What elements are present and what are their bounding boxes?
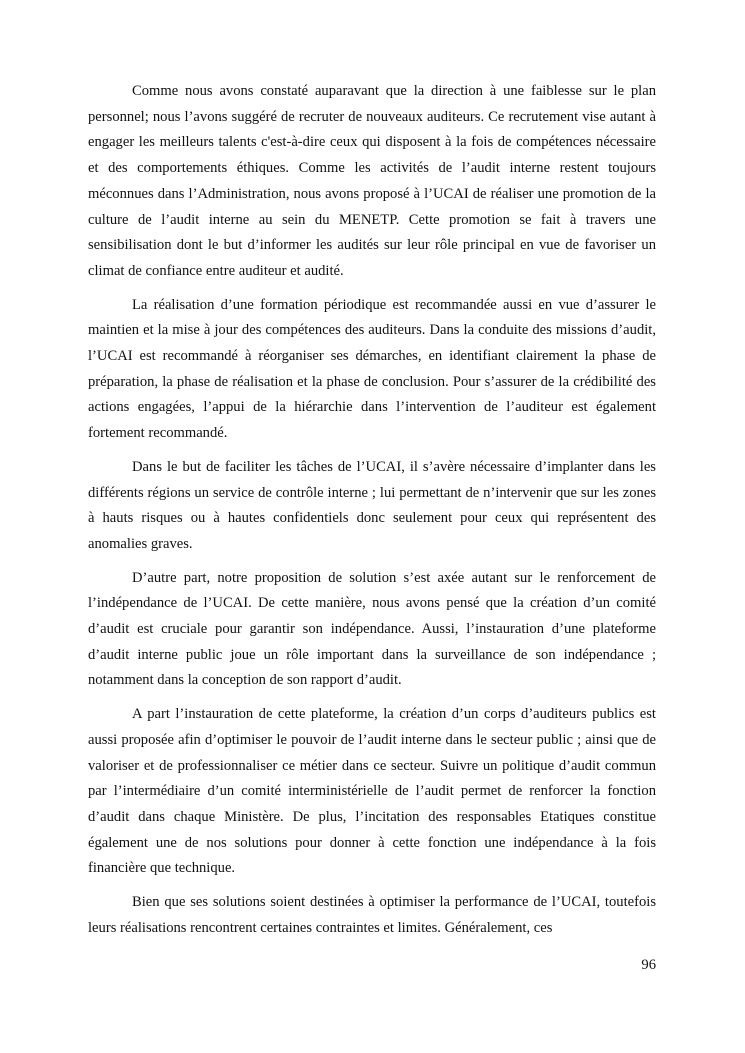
paragraph-constraints: Bien que ses solutions soient destinées à optimiser la performance de l’UCAI, toutefois leurs réalisations rencontrent certaines contraintes et limites. Généralement, ces: [88, 894, 656, 936]
page-number: 96: [641, 957, 656, 973]
paragraph-public-auditors: A part l’instauration de cette plateforme, la création d’un corps d’auditeurs publics est aussi proposée afin d’optimiser le pouvoir de l’audit interne dans le secteur public ; ainsi que de valoriser et de professionnaliser ce métier dans ce secteur. Suivre un politique d’audit commun par l’intermédiaire d’un comité interministérielle de l’audit permet de renforcer la fonction d’audit dans chaque Ministère. De plus, l’incitation des responsables Etatiques constitue également une de nos solutions pour donner à cette fonction une indépendance à la fois financière que technique.: [88, 706, 656, 877]
document-body: [88, 79, 656, 950]
paragraph-independence: D’autre part, notre proposition de solution s’est axée autant sur le renforcement de l’indépendance de l’UCAI. De cette manière, nous avons pensé que la création d’un comité d’audit est cruciale pour garantir son indépendance. Aussi, l’instauration d’une plateforme d’audit interne public joue un rôle important dans la surveillance de son indépendance ; notamment dans la conception de son rapport d’audit.: [88, 569, 656, 689]
paragraph-training: La réalisation d’une formation périodique est recommandée aussi en vue d’assurer le maintien et la mise à jour des compétences des auditeurs. Dans la conduite des missions d’audit, l’UCAI est recommandé à réorganiser ses démarches, en identifiant clairement la phase de préparation, la phase de réalisation et la phase de conclusion. Pour s’assurer de la crédibilité des actions engagées, l’appui de la hiérarchie dans l’intervention de l’auditeur est également fortement recommandé.: [88, 296, 656, 442]
paragraph-recruitment: Comme nous avons constaté auparavant que la direction à une faiblesse sur le plan personnel; nous l’avons suggéré de recruter de nouveaux auditeurs. Ce recrutement vise autant à engager les meilleurs talents c'est-à-dire ceux qui disposent à la fois de compétences nécessaire et des comportements éthiques. Comme les activités de l’audit interne restent toujours méconnues dans l’Administration, nous avons proposé à l’UCAI de réaliser une promotion de la culture de l’audit interne au sein du MENETP. Cette promotion se fait à travers une sensibilisation dont le but d’informer les audités sur leur rôle principal en vue de favoriser un climat de confiance entre auditeur et audité.: [88, 83, 656, 279]
paragraph-regional-control: Dans le but de faciliter les tâches de l’UCAI, il s’avère nécessaire d’implanter dans les différents régions un service de contrôle interne ; lui permettant de n’intervenir que sur les zones à hauts risques ou à hautes confidentiels donc seulement pour ceux qui représentent des anomalies graves.: [88, 458, 656, 552]
